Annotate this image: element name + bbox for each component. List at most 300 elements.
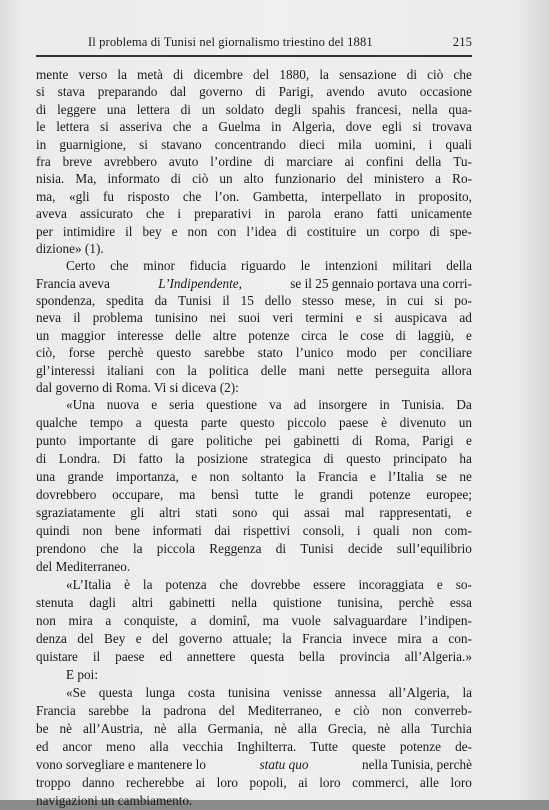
text-line: [36, 136, 472, 153]
text-line-mixed: [36, 275, 472, 292]
word: uomini,: [374, 136, 416, 152]
word: governo: [178, 631, 223, 647]
word: non: [82, 523, 103, 539]
word: di: [36, 451, 47, 467]
word: quindi: [36, 523, 70, 539]
word: questo: [240, 415, 275, 431]
text-line: dizione» (1).: [36, 240, 104, 256]
word: principato: [393, 451, 447, 467]
word: i: [428, 136, 433, 152]
word: potenze: [248, 327, 290, 343]
text-line: [36, 257, 472, 274]
word: e: [466, 505, 472, 521]
text-line: [36, 612, 472, 630]
word: parte: [200, 415, 228, 431]
word: la: [132, 541, 143, 557]
word: dello: [264, 293, 292, 309]
word: e: [334, 703, 341, 719]
word: forse: [68, 345, 96, 361]
word: unicamente: [410, 206, 472, 222]
word: 1880,: [279, 67, 310, 82]
word: qualche: [36, 415, 78, 431]
word: trovava: [432, 119, 472, 135]
word: il: [92, 649, 101, 665]
word: tutte: [254, 487, 279, 503]
word: «gli: [68, 188, 90, 204]
word: stesso: [302, 293, 334, 309]
word: un: [219, 171, 233, 187]
word: si: [373, 310, 383, 326]
word: leggere: [57, 101, 97, 117]
word: salvaguardare: [333, 613, 408, 629]
word: stati: [195, 505, 218, 521]
text-line: dal governo di Roma. Vi si diceva (2):: [36, 380, 239, 396]
word: concentrando: [214, 136, 287, 152]
word: metà: [137, 67, 163, 82]
word: all’Algeria,: [388, 685, 450, 701]
word: grandi: [319, 487, 354, 503]
word: una: [36, 469, 56, 485]
word: con: [155, 362, 176, 378]
word: politica: [208, 362, 249, 378]
word: in: [394, 188, 406, 204]
word: aveva: [36, 206, 67, 222]
word: Reggenza: [209, 541, 262, 557]
word: all’Austria,: [83, 721, 144, 737]
word: nè: [274, 721, 287, 737]
word: avuto: [168, 153, 199, 169]
word: «L’Italia: [66, 577, 112, 593]
word: Tunisia.: [401, 397, 445, 413]
word: avendo: [326, 84, 365, 100]
word: bene: [114, 523, 140, 539]
word: se: [435, 469, 447, 485]
word: con: [217, 223, 237, 239]
newspaper-title: L’Indipendente,: [158, 275, 242, 291]
word: la: [187, 362, 197, 378]
text-line: del Mediterraneo.: [36, 559, 131, 575]
word: e: [151, 397, 158, 413]
word: che: [219, 577, 238, 593]
word: non: [187, 223, 208, 239]
word: laggiù,: [417, 327, 455, 343]
word: bensì: [211, 487, 240, 503]
word: padrona: [163, 703, 207, 719]
text-line: E poi:: [66, 667, 99, 683]
word: seria: [169, 397, 195, 413]
word: ad: [459, 310, 472, 326]
word: alla: [401, 721, 421, 737]
word: Parigi,: [278, 84, 314, 100]
word: di: [352, 433, 363, 449]
text-line: [36, 540, 472, 558]
word: potenze: [399, 739, 442, 755]
word: piccolo: [287, 415, 327, 431]
word: sono: [232, 505, 258, 521]
word: meno: [106, 739, 136, 755]
word: di: [255, 84, 266, 100]
word: Turchia: [431, 721, 472, 737]
word: della: [415, 153, 442, 169]
word: decide: [347, 541, 383, 557]
word: l’unico: [295, 345, 334, 361]
word: fatti: [376, 206, 398, 222]
word: il: [222, 293, 230, 309]
word: che: [172, 119, 192, 135]
word: mal: [344, 505, 365, 521]
word: di: [286, 223, 297, 239]
word: qui: [272, 505, 290, 521]
word: che: [182, 188, 202, 204]
word: riguardo: [241, 258, 286, 274]
word: mese,: [344, 293, 376, 309]
word: intimidire: [62, 223, 116, 239]
word: ancor: [62, 739, 92, 755]
word: conciliare: [419, 345, 472, 361]
word: nè: [59, 721, 73, 737]
word: per: [389, 345, 407, 361]
word: bey: [142, 223, 162, 239]
text-line: [36, 118, 472, 135]
quote-2: [36, 576, 472, 666]
word: la: [296, 469, 306, 485]
word: degli: [274, 101, 302, 117]
word: la: [462, 685, 472, 701]
word: perchè: [398, 595, 434, 611]
word: che: [110, 258, 129, 274]
word: fra: [36, 153, 51, 169]
word: la: [117, 67, 127, 82]
word: invece: [352, 631, 387, 647]
word: sensazione: [339, 67, 397, 82]
word: proposito,: [418, 188, 472, 204]
word: attuale;: [232, 631, 272, 647]
word: alla: [177, 721, 197, 737]
word: a: [190, 613, 197, 629]
word: si: [99, 119, 109, 135]
word: risposto: [127, 188, 170, 204]
word: rappresentati,: [379, 505, 452, 521]
word: che: [145, 206, 165, 222]
word: non: [209, 469, 230, 485]
text-line: [36, 83, 472, 100]
word: di: [36, 101, 47, 117]
word: non: [382, 703, 402, 719]
word: di: [148, 433, 159, 449]
word: l’on.: [214, 188, 240, 204]
word: governo: [199, 84, 243, 100]
word: Francia: [36, 703, 76, 719]
word: Inghilterra.: [237, 739, 297, 755]
word: vuole: [291, 613, 321, 629]
word: francesi,: [355, 101, 402, 117]
word: questa: [250, 649, 285, 665]
word: ai: [195, 775, 206, 791]
word: Mediterraneo,: [247, 703, 323, 719]
word: e: [465, 327, 472, 343]
word: va: [269, 397, 282, 413]
word: quistione: [272, 595, 322, 611]
word: annettere: [186, 649, 236, 665]
text-line: [36, 486, 472, 504]
word: ciò: [192, 171, 209, 187]
word: spe-: [449, 223, 472, 239]
word: ha: [459, 451, 472, 467]
word: mira: [68, 613, 93, 629]
word: importante: [78, 433, 136, 449]
word: nella: [231, 595, 258, 611]
word: questo: [156, 345, 192, 361]
word: preparando: [97, 84, 158, 100]
word: militari: [392, 258, 432, 274]
word: Ma,: [75, 171, 97, 187]
word: divenuto: [399, 415, 447, 431]
word: queste: [351, 739, 386, 755]
word: a: [135, 415, 142, 431]
e-poi-block: [36, 666, 472, 684]
word: punto: [36, 433, 67, 449]
word: di: [173, 67, 184, 82]
word: annessa: [334, 685, 376, 701]
word: ma: [179, 487, 196, 503]
word: tempo: [89, 415, 124, 431]
word: gabinetti: [293, 433, 340, 449]
word: una: [106, 101, 126, 117]
word: interesse: [117, 327, 164, 343]
word: Germania,: [207, 721, 264, 737]
word: in: [264, 206, 275, 222]
word: di: [275, 541, 287, 557]
word: si: [412, 119, 422, 135]
word: e: [135, 631, 142, 647]
text-line: [36, 432, 472, 450]
word: Francia: [302, 631, 342, 647]
word: problema: [92, 310, 143, 326]
word: Francia: [317, 469, 358, 485]
text-line: [36, 396, 472, 414]
word: ne: [459, 469, 472, 485]
word: le: [294, 487, 304, 503]
text-line: [36, 468, 472, 486]
text-line: [36, 170, 472, 187]
word: soldato: [225, 101, 264, 117]
word: nè: [377, 721, 390, 737]
word: del: [346, 171, 363, 187]
word: di: [170, 171, 182, 187]
word: costa: [187, 685, 216, 701]
word: Tutte: [310, 739, 338, 755]
word: mente: [36, 67, 69, 82]
word: loro: [450, 775, 472, 791]
text-span: nella Tunisia, perchè: [361, 757, 472, 773]
word: mani: [298, 362, 326, 378]
text-line: [36, 648, 472, 666]
word: po-: [454, 293, 472, 309]
word: a: [435, 171, 442, 187]
word: ministero: [374, 171, 425, 187]
page-number: 215: [452, 35, 472, 49]
word: verso: [78, 67, 108, 82]
word: be: [36, 721, 49, 737]
word: popoli,: [249, 775, 287, 791]
word: ad: [293, 397, 307, 413]
word: essere: [313, 577, 346, 593]
word: gli: [130, 505, 145, 521]
latin-phrase: statu quo: [259, 757, 309, 773]
word: politiche: [206, 433, 253, 449]
word: alla: [297, 721, 317, 737]
word: Bey: [104, 631, 126, 647]
quote-1: [36, 396, 472, 576]
word: auspicava: [394, 310, 448, 326]
word: e: [370, 469, 376, 485]
word: nei: [209, 310, 227, 326]
word: delle: [175, 327, 201, 343]
word: danno: [82, 775, 115, 791]
paragraph-1: [36, 66, 472, 257]
word: bella: [299, 649, 325, 665]
word: l’indipen-: [419, 613, 472, 629]
word: Parigi: [422, 433, 454, 449]
word: non: [412, 523, 433, 539]
word: stato: [257, 345, 283, 361]
word: questa: [154, 415, 189, 431]
text-line: [36, 738, 472, 756]
word: non: [36, 613, 56, 629]
word: alla: [149, 739, 169, 755]
word: ciò: [427, 67, 444, 82]
text-line: [36, 101, 472, 118]
word: all’Algeria.»: [404, 649, 472, 665]
word: quali: [445, 136, 472, 152]
word: stenuta: [36, 595, 74, 611]
word: da: [154, 293, 168, 309]
word: so-: [455, 577, 472, 593]
word: costituire: [306, 223, 357, 239]
word: spondenza,: [36, 293, 96, 309]
word: Gambetta,: [252, 188, 308, 204]
word: parola: [287, 206, 321, 222]
word: a: [105, 613, 112, 629]
word: commerci,: [352, 775, 409, 791]
word: circa: [301, 327, 327, 343]
word: cui: [407, 293, 424, 309]
word: un: [366, 223, 380, 239]
word: sarebbe: [88, 703, 129, 719]
word: un: [36, 327, 50, 343]
word: importanza,: [115, 469, 179, 485]
word: con-: [448, 631, 472, 647]
word: occasione: [419, 84, 472, 100]
word: la: [175, 451, 185, 467]
word: un: [201, 101, 215, 117]
text-line: [36, 774, 472, 792]
word: delle: [260, 362, 287, 378]
text-line: [36, 344, 472, 361]
word: dicembre: [193, 67, 243, 82]
word: neva: [36, 310, 62, 326]
text-line-mixed: [36, 756, 472, 774]
text-line: [36, 362, 472, 379]
word: che: [453, 67, 472, 82]
word: egli: [382, 119, 402, 135]
word: la: [142, 577, 153, 593]
word: si: [36, 84, 45, 100]
word: troppo: [36, 775, 71, 791]
word: sull’equilibrio: [396, 541, 472, 557]
word: l’idea: [246, 223, 277, 239]
word: funzionario: [274, 171, 336, 187]
word: l’Italia: [388, 469, 424, 485]
text-span: vono sorvegliare e mantenere lo: [36, 757, 206, 773]
running-title: Il problema di Tunisi nel giornalismo triestino del 1881: [88, 35, 373, 49]
word: dai: [214, 523, 231, 539]
text-line: [36, 522, 472, 540]
word: altri: [131, 595, 154, 611]
word: suoi: [238, 310, 261, 326]
text-line: [36, 292, 472, 309]
word: alto: [243, 171, 264, 187]
word: questa: [98, 685, 133, 701]
word: del: [253, 67, 270, 82]
word: sgraziatamente: [36, 505, 116, 521]
word: Certo: [66, 258, 96, 274]
word: quistare: [36, 649, 78, 665]
word: un: [458, 415, 472, 431]
word: questione: [206, 397, 258, 413]
word: pei: [264, 433, 281, 449]
text-span: se il 25 gennaio portava una corri-: [290, 275, 472, 291]
word: informato: [107, 171, 160, 187]
word: veri: [272, 310, 294, 326]
text-line: [36, 684, 472, 702]
word: italiani: [107, 362, 144, 378]
word: alle: [419, 775, 440, 791]
word: insorgere: [318, 397, 368, 413]
word: ed: [36, 739, 49, 755]
word: Tu-: [453, 153, 472, 169]
word: occupare,: [112, 487, 164, 503]
word: ma: [262, 613, 279, 629]
word: Tunisi: [300, 541, 334, 557]
word: stava: [57, 84, 85, 100]
text-line: [36, 188, 472, 205]
word: la: [282, 631, 292, 647]
word: incoraggiata: [358, 577, 424, 593]
word: ai: [298, 775, 308, 791]
word: corpo: [389, 223, 420, 239]
body-text: [36, 66, 472, 810]
word: erano: [334, 206, 364, 222]
word: dieci: [299, 136, 325, 152]
word: 15: [240, 293, 254, 309]
text-line: [36, 153, 472, 170]
word: di: [406, 67, 417, 82]
word: si: [434, 293, 444, 309]
word: del: [152, 631, 169, 647]
word: Algeria,: [292, 119, 336, 135]
word: potenza: [165, 577, 207, 593]
word: paese: [115, 649, 145, 665]
word: altri: [159, 505, 181, 521]
quote-3: [36, 684, 472, 810]
word: a: [201, 119, 208, 135]
word: altre: [212, 327, 237, 343]
word: fatto: [138, 451, 163, 467]
word: ciò: [353, 703, 370, 719]
header-rule: [36, 55, 472, 57]
word: prendono: [36, 541, 87, 557]
